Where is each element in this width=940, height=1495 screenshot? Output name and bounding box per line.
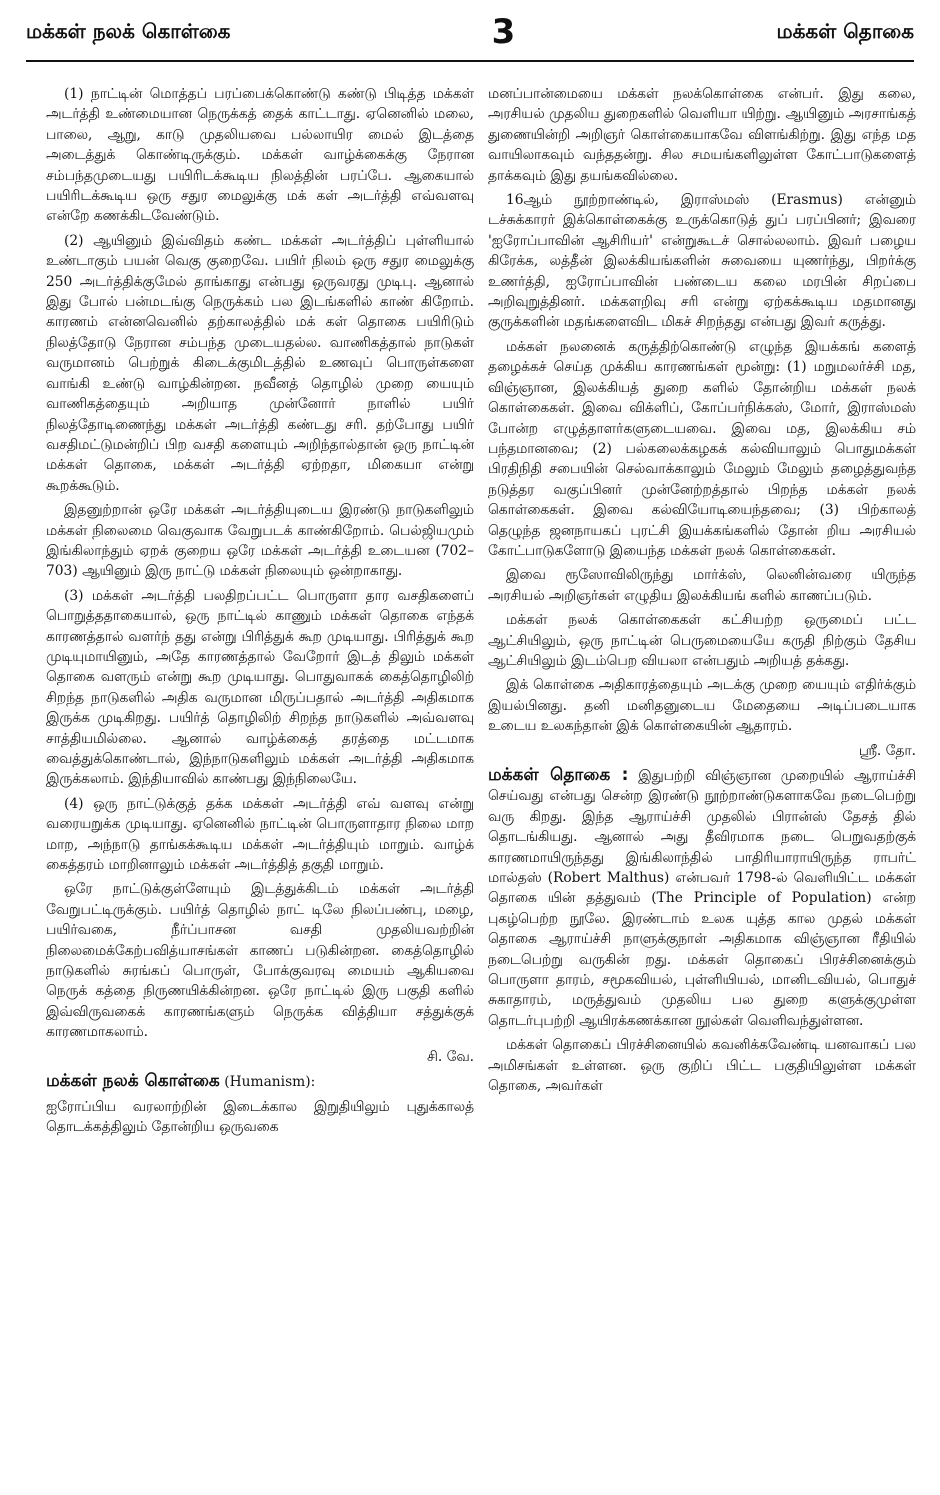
author-initials: ஸ்ரீ. தோ. [858, 742, 916, 759]
paragraph: மக்கள் நலனைக் கருத்திற்கொண்டு எழுந்த இயக்கங் களைத் தழைக்கச் செய்த முக்கிய காரணங்கள் மூன்று: (1) மறுமலர்ச்சி மத, விஞ்ஞான, இலக்கியத் துறை களில் தோன்றிய மக்கள் நலக் கொள்கைகள். இவை விக்ளிப், கோப்பர்நிக்கஸ், மோர், இராஸ்மஸ் போன்ற எழுத்தாளர்களுடையவை. இவை மத, இலக்கிய சம் பந்தமானவை; (2) பல்கலைக்கழகக் கல்வியாலும் பொதுமக்கள் பிரதிநிதி சபையின் செல்வாக்காலும் மேலும் மேலும் தழைத்துவந்த நடுத்தர வகுப்பினர் முன்னேற்றத்தால் பிறந்த மக்கள் நலக் கொள்கைகள். இவை கல்வியோடியைந்தவை; (3) பிற்காலத் தெழுந்த ஜனநாயகப் புரட்சி இயக்கங்களில் தோன் றிய அரசியல் கோட்பாடுகளோடு இயைந்த மக்கள் நலக் கொள்கைகள். [488, 338, 916, 559]
paragraph: இதுபற்றி விஞ்ஞான முறையில் ஆராய்ச்சி செய்வது என்பது சென்ற இரண்டு நூற்றாண்டுகளாகவே நடைபெற்று வரு கிறது. இந்த ஆராய்ச்சி முதலில் பிரான்ஸ் தேசத் தில் தொடங்கியது. ஆனால் அது தீவிரமாக நடை பெறுவதற்குக் காரணமாயிருந்தது இங்கிலாந்தில் பாதிரியாராயிருந்த ராபர்ட் மால்தஸ் (Robert Malthus) என்பவர் 1798-ல் வெளியிட்ட மக்கள் தொகை யின் தத்துவம் (The Principle of Population) என்ற புகழ்பெற்ற நூலே. இரண்டாம் உலக யுத்த கால முதல் மக்கள் தொகை ஆராய்ச்சி நாளுக்குநாள் அதிகமாக விஞ்ஞான ரீதியில் நடைபெற்று வருகின் றது. மக்கள் தொகைப் பிரச்சினைக்கும் பொருளா தாரம், சமூகவியல், புள்ளியியல், மானிடவியல், பொதுச் சுகாதாரம், மருத்துவம் முதலிய பல துறை களுக்குமுள்ள தொடர்புபற்றி ஆயிரக்கணக்கான நூல்கள் வெளிவந்துள்ளன. [488, 768, 916, 1029]
entry-heading-line [488, 765, 916, 1031]
entry-heading-line [46, 1071, 474, 1092]
paragraph: மனப்பான்மையை மக்கள் நலக்கொள்கை என்பர். இது கலை, அரசியல் முதலிய துறைகளில் வெளியா யிற்று. ஆயினும் அரசாங்கத் துணையின்றி அறிஞர் கொள்கையாகவே விளங்கிற்று. இது எந்த மத வாயிலாகவும் வந்ததன்று. சில சமயங்களிலுள்ள கோட்பாடுகளைத் தாக்கவும் இது தயங்கவில்லை. [488, 86, 916, 184]
text-columns [46, 84, 916, 1481]
paragraph: (2) ஆயினும் இவ்விதம் கண்ட மக்கள் அடர்த்திப் புள்ளியால் உண்டாகும் பயன் வெகு குறைவே. பயிர் நிலம் ஒரு சதுர மைலுக்கு 250 அடர்த்திக்குமேல் தாங்காது என்பது ஒருவரது முடிபு. ஆனால் இது போல் பன்மடங்கு நெருக்கம் பல இடங்களில் காண் கிறோம். காரணம் என்னவெனில் தற்காலத்தில் மக் கள் தொகை பயிரிடும் நிலத்தோடு நேரான சம்பந்த முடையதல்ல. வாணிகத்தால் நாடுகள் வருமானம் பெற்றுக் கிடைக்குமிடத்தில் உணவுப் பொருள்களை வாங்கி உண்டு வாழ்கின்றன. நவீனத் தொழில் முறை யையும் வாணிகத்தையும் அறியாத முன்னோர் நாளில் பயிர் நிலத்தோடிணைந்து மக்கள் அடர்த்தி கண்டது சரி. தற்போது பயிர் வசதிமட்டுமன்றிப் பிற வசதி களையும் அறிந்தால்தான் ஒரு நாட்டின் மக்கள் தொகை, மக்கள் அடர்த்தி ஏற்றதா, மிகையா என்று கூறக்கூடும். [46, 232, 474, 494]
paragraph: ஒரே நாட்டுக்குள்ளேயும் இடத்துக்கிடம் மக்கள் அடர்த்தி வேறுபட்டிருக்கும். பயிர்த் தொழில் நாட் டிலே நிலப்பண்பு, மழை, பயிர்வகை, நீர்ப்பாசன வசதி முதலியவற்றின் நிலைமைக்கேற்பவித்யாசங்கள் காணப் படுகின்றன. கைத்தொழில் நாடுகளில் சுரங்கப் பொருள், போக்குவரவு மையம் ஆகியவை நெருக் கத்தை நிருணயிக்கின்றன. ஒரே நாட்டில் இரு பகுதி களில் இவ்விருவகைக் காரணங்களும் நெருக்க வித்தியா சத்துக்குக் காரணமாகலாம். [46, 881, 474, 1041]
paragraph: மக்கள் தொகைப் பிரச்சினையில் கவனிக்கவேண்டி யனவாகப் பல அமிசங்கள் உள்ளன. ஒரு குறிப் பிட்ட பகுதியிலுள்ள மக்கள் தொகை, அவர்கள் [488, 1037, 916, 1095]
paragraph: (1) நாட்டின் மொத்தப் பரப்பைக்கொண்டு கண்டு பிடித்த மக்கள் அடர்த்தி உண்மையான நெருக்கத் தைக் காட்டாது. ஏனெனில் மலை, பாலை, ஆறு, காடு முதலியவை பல்லாயிர மைல் இடத்தை அடைத்துக் கொண்டிருக்கும். மக்கள் வாழ்க்கைக்கு நேரான சம்பந்தமுடையது பயிரிடக்கூடிய நிலத்தின் பரப்பே. ஆகையால் பயிரிடக்கூடிய ஒரு சதுர மைலுக்கு மக் கள் அடர்த்தி எவ்வளவு என்றே கணக்கிடவேண்டும். [46, 86, 474, 225]
left-column [46, 84, 474, 1481]
paragraph: (4) ஒரு நாட்டுக்குத் தக்க மக்கள் அடர்த்தி எவ் வளவு என்று வரையறுக்க முடியாது. ஏனெனில் நாட்டின் பொருளாதார நிலை மாற மாற, அந்நாடு தாங்கக்கூடிய மக்கள் அடர்த்தியும் மாறும். வாழ்க் கைத்தரம் மாறினாலும் மக்கள் அடர்த்தித் தகுதி மாறும். [46, 795, 474, 874]
paragraph: (3) மக்கள் அடர்த்தி பலதிறப்பட்ட பொருளா தார வசதிகளைப் பொறுத்ததாகையால், ஒரு நாட்டில் காணும் மக்கள் தொகை எந்தக் காரணத்தால் வளர்ந் தது என்று பிரித்துக் கூற முடியாது. பிரித்துக் கூற முடியுமாயினும், அதே காரணத்தால் வேறோர் இடத் திலும் மக்கள் தொகை வளரும் என்று கூற முடியாது. பொதுவாகக் கைத்தொழிலிற் சிறந்த நாடுகளில் அதிக வருமான மிருப்பதால் அடர்த்தி அதிகமாக இருக்க முடிகிறது. பயிர்த் தொழிலிற் சிறந்த நாடுகளில் அவ்வளவு சாத்தியமில்லை. ஆனால் வாழ்க்கைத் தரத்தை மட்டமாக வைத்துக்கொண்டால், இந்நாடுகளிலும் மக்கள் அடர்த்தி அதிகமாக இருக்கலாம். இந்தியாவில் காண்பது இந்நிலையே. [46, 587, 474, 788]
page-header [26, 6, 914, 58]
paragraph: 16ஆம் நூற்றாண்டில், இராஸ்மஸ் (Erasmus) என்னும் டச்சுக்காரர் இக்கொள்கைக்கு உருக்கொடுத் துப் பரப்பினர்; இவரை 'ஐரோப்பாவின் ஆசிரியர்' என்றுகூடச் சொல்லலாம். இவர் பழைய கிரேக்க, லத்தீன் இலக்கியங்களின் சுவையை யுணர்ந்து, பிறர்க்கு உணர்த்தி, ஐரோப்பாவின் பண்டைய கலை மரபின் சிறப்பை அறிவுறுத்தினர். மக்களறிவு சரி என்று ஏற்கக்கூடிய மதமானது குருக்களின் மதங்களைவிட மிகச் சிறந்தது என்பது இவர் கருத்து. [488, 192, 916, 331]
entry-heading: மக்கள் தொகை : [488, 765, 629, 785]
author-initials: சி. வே. [427, 1048, 474, 1065]
entry-heading: மக்கள் நலக் கொள்கை [46, 1071, 220, 1092]
paragraph: இக் கொள்கை அதிகாரத்தையும் அடக்கு முறை யையும் எதிர்க்கும் இயல்பினது. தனி மனிதனுடைய மேதையை அடிப்படையாக உடைய உலகந்தான் இக் கொள்கையின் ஆதாரம். [488, 677, 916, 735]
paragraph: மக்கள் நலக் கொள்கைகள் கட்சியற்ற ஒருமைப் பட்ட ஆட்சியிலும், ஒரு நாட்டின் பெருமையையே கருதி நிற்கும் தேசிய ஆட்சியிலும் இடம்பெற வியலா என்பதும் அறியத் தக்கது. [488, 612, 916, 669]
page-number: 3 [491, 12, 516, 52]
right-column [488, 84, 916, 1481]
entry-heading-note: (Humanism): [224, 1074, 316, 1091]
running-head-right: மக்கள் தொகை [776, 18, 914, 43]
paragraph: இதனுற்றான் ஒரே மக்கள் அடர்த்தியுடைய இரண்டு நாடுகளிலும் மக்கள் நிலைமை வெகுவாக வேறுபடக் காண்கிறோம். பெல்ஜியமும் இங்கிலாந்தும் ஏறக் குறைய ஒரே மக்கள் அடர்த்தி உடையன (702–703) ஆயினும் இரு நாட்டு மக்கள் நிலையும் ஒன்றாகாது. [46, 502, 474, 580]
header-rule [26, 60, 914, 62]
paragraph: இவை ரூஸோவிலிருந்து மார்க்ஸ், லெனின்வரை யிருந்த அரசியல் அறிஞர்கள் எழுதிய இலக்கியங் களில் காணப்படும். [488, 567, 916, 604]
running-head-left: மக்கள் நலக் கொள்கை [26, 18, 231, 43]
paragraph: ஐரோப்பிய வரலாற்றின் இடைக்கால இறுதியிலும் புதுக்காலத் தொடக்கத்திலும் தோன்றிய ஒருவகை [46, 1098, 474, 1135]
